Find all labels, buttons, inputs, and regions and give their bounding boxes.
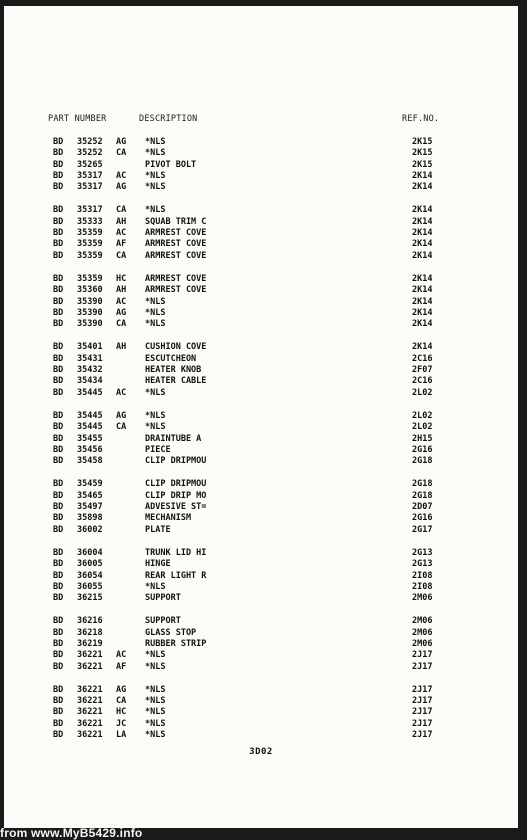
header-part-number: PART NUMBER (48, 114, 107, 124)
ref-number: 2L02 (412, 387, 433, 398)
part-prefix: BD (53, 285, 64, 296)
ref-number: 2H15 (412, 433, 433, 444)
table-row (4, 593, 518, 604)
part-prefix: BD (53, 490, 64, 501)
part-description: PIECE (145, 444, 171, 455)
parts-group (4, 479, 518, 535)
part-number: 36218 (77, 627, 103, 638)
table-row (4, 696, 518, 707)
ref-number: 2G17 (412, 524, 433, 535)
part-description: SUPPORT (145, 616, 181, 627)
part-suffix: CA (116, 696, 127, 707)
part-number: 35465 (77, 490, 103, 501)
part-number: 35252 (77, 148, 103, 159)
header-ref-no: REF.NO. (402, 114, 440, 124)
ref-number: 2M06 (412, 616, 433, 627)
part-suffix: AC (116, 170, 127, 181)
table-row (4, 239, 518, 250)
part-suffix: HC (116, 707, 127, 718)
part-description: *NLS (145, 422, 166, 433)
part-description: *NLS (145, 307, 166, 318)
part-number: 36221 (77, 707, 103, 718)
part-suffix: AG (116, 307, 127, 318)
part-suffix: AC (116, 296, 127, 307)
part-description: *NLS (145, 319, 166, 330)
table-row (4, 582, 518, 593)
part-number: 35359 (77, 273, 103, 284)
part-description: ARMREST COVE (145, 250, 207, 261)
table-row (4, 342, 518, 353)
part-number: 35390 (77, 296, 103, 307)
part-number: 36004 (77, 547, 103, 558)
part-description: PLATE (145, 524, 171, 535)
table-row (4, 456, 518, 467)
part-prefix: BD (53, 559, 64, 570)
ref-number: 2I08 (412, 581, 433, 592)
ref-number: 2D07 (412, 502, 433, 513)
part-description: ESCUTCHEON (145, 353, 197, 364)
part-description: ARMREST COVE (145, 273, 207, 284)
part-description: HEATER CABLE (145, 376, 207, 387)
part-description: ARMREST COVE (145, 239, 207, 250)
part-suffix: AC (116, 387, 127, 398)
parts-group (4, 137, 518, 193)
part-description: *NLS (145, 205, 166, 216)
ref-number: 2K14 (412, 273, 433, 284)
part-description: CLIP DRIPMOU (145, 479, 207, 490)
ref-number: 2G16 (412, 513, 433, 524)
ref-number: 2K14 (412, 205, 433, 216)
part-prefix: BD (53, 342, 64, 353)
part-number: 36215 (77, 593, 103, 604)
part-number: 36002 (77, 524, 103, 535)
part-description: TRUNK LID HI (145, 547, 207, 558)
part-prefix: BD (53, 696, 64, 707)
part-number: 36221 (77, 730, 103, 741)
part-description: CUSHION COVE (145, 342, 207, 353)
part-number: 35359 (77, 250, 103, 261)
part-description: *NLS (145, 296, 166, 307)
ref-number: 2C16 (412, 353, 433, 364)
part-suffix: AG (116, 684, 127, 695)
part-number: 35898 (77, 513, 103, 524)
ref-number: 2K14 (412, 342, 433, 353)
part-description: REAR LIGHT R (145, 570, 207, 581)
part-number: 36055 (77, 581, 103, 592)
part-prefix: BD (53, 228, 64, 239)
part-prefix: BD (53, 433, 64, 444)
part-description: ARMREST COVE (145, 228, 207, 239)
table-row (4, 559, 518, 570)
part-description: MECHANISM (145, 513, 192, 524)
part-suffix: JC (116, 718, 127, 729)
part-prefix: BD (53, 137, 64, 147)
ref-number: 2L02 (412, 422, 433, 433)
part-description: HINGE (145, 559, 171, 570)
part-prefix: BD (53, 159, 64, 170)
part-number: 35458 (77, 456, 103, 467)
part-prefix: BD (53, 353, 64, 364)
part-description: CLIP DRIPMOU (145, 456, 207, 467)
table-row (4, 297, 518, 308)
part-suffix: AF (116, 661, 127, 672)
table-row (4, 171, 518, 182)
part-number: 35265 (77, 159, 103, 170)
part-prefix: BD (53, 581, 64, 592)
part-number: 36221 (77, 661, 103, 672)
part-number: 35359 (77, 239, 103, 250)
ref-number: 2J17 (412, 650, 433, 661)
table-row (4, 182, 518, 193)
ref-number: 2M06 (412, 593, 433, 604)
table-row (4, 434, 518, 445)
table-row (4, 650, 518, 661)
table-row (4, 205, 518, 216)
part-prefix: BD (53, 707, 64, 718)
table-row (4, 525, 518, 536)
part-suffix: AF (116, 239, 127, 250)
table-row (4, 251, 518, 262)
part-description: RUBBER STRIP (145, 638, 207, 649)
part-prefix: BD (53, 638, 64, 649)
ref-number: 2I08 (412, 570, 433, 581)
ref-number: 2K14 (412, 296, 433, 307)
part-prefix: BD (53, 547, 64, 558)
ref-number: 2J17 (412, 684, 433, 695)
table-row (4, 479, 518, 490)
ref-number: 2K15 (412, 148, 433, 159)
table-row (4, 137, 518, 148)
part-number: 36221 (77, 684, 103, 695)
ref-number: 2M06 (412, 627, 433, 638)
ref-number: 2K14 (412, 182, 433, 193)
table-row (4, 571, 518, 582)
table-row (4, 217, 518, 228)
part-prefix: BD (53, 422, 64, 433)
ref-number: 2K14 (412, 170, 433, 181)
part-suffix: AG (116, 182, 127, 193)
part-prefix: BD (53, 216, 64, 227)
part-description: PIVOT BOLT (145, 159, 197, 170)
table-row (4, 719, 518, 730)
page-number: 3D02 (249, 747, 273, 757)
part-suffix: CA (116, 205, 127, 216)
table-row (4, 354, 518, 365)
part-description: GLASS STOP (145, 627, 197, 638)
part-prefix: BD (53, 296, 64, 307)
table-row (4, 308, 518, 319)
part-number: 36221 (77, 650, 103, 661)
part-prefix: BD (53, 718, 64, 729)
part-prefix: BD (53, 376, 64, 387)
part-number: 35333 (77, 216, 103, 227)
part-number: 35431 (77, 353, 103, 364)
parts-group (4, 685, 518, 741)
part-description: *NLS (145, 182, 166, 193)
parts-group (4, 616, 518, 672)
part-prefix: BD (53, 250, 64, 261)
part-description: *NLS (145, 148, 166, 159)
part-number: 35360 (77, 285, 103, 296)
parts-group (4, 205, 518, 261)
ref-number: 2K15 (412, 159, 433, 170)
ref-number: 2K14 (412, 285, 433, 296)
table-row (4, 285, 518, 296)
table-row (4, 707, 518, 718)
part-description: *NLS (145, 684, 166, 695)
part-number: 36221 (77, 718, 103, 729)
ref-number: 2J17 (412, 707, 433, 718)
document-page (4, 6, 518, 828)
part-prefix: BD (53, 730, 64, 741)
part-prefix: BD (53, 307, 64, 318)
table-row (4, 491, 518, 502)
part-description: DRAINTUBE A (145, 433, 202, 444)
ref-number: 2G18 (412, 479, 433, 490)
part-number: 35317 (77, 182, 103, 193)
part-description: *NLS (145, 696, 166, 707)
part-prefix: BD (53, 205, 64, 216)
ref-number: 2L02 (412, 410, 433, 421)
part-description: *NLS (145, 730, 166, 741)
part-number: 36216 (77, 616, 103, 627)
part-number: 35317 (77, 205, 103, 216)
table-row (4, 274, 518, 285)
part-suffix: AC (116, 650, 127, 661)
part-description: SUPPORT (145, 593, 181, 604)
part-number: 35455 (77, 433, 103, 444)
ref-number: 2G13 (412, 547, 433, 558)
part-prefix: BD (53, 479, 64, 490)
table-row (4, 422, 518, 433)
part-description: ADVESIVE ST= (145, 502, 207, 513)
part-description: *NLS (145, 137, 166, 147)
header-description: DESCRIPTION (139, 114, 198, 124)
source-footer: from www.MyB5429.info (0, 826, 143, 840)
part-number: 35390 (77, 319, 103, 330)
table-row (4, 616, 518, 627)
table-row (4, 319, 518, 330)
part-number: 35359 (77, 228, 103, 239)
table-row (4, 628, 518, 639)
part-number: 36005 (77, 559, 103, 570)
part-prefix: BD (53, 410, 64, 421)
part-number: 35401 (77, 342, 103, 353)
part-prefix: BD (53, 627, 64, 638)
part-suffix: AG (116, 410, 127, 421)
part-description: *NLS (145, 707, 166, 718)
part-description: *NLS (145, 581, 166, 592)
table-row (4, 388, 518, 399)
table-row (4, 548, 518, 559)
ref-number: 2K14 (412, 228, 433, 239)
part-suffix: AC (116, 228, 127, 239)
part-prefix: BD (53, 182, 64, 193)
ref-number: 2G16 (412, 444, 433, 455)
part-description: *NLS (145, 387, 166, 398)
part-description: *NLS (145, 410, 166, 421)
table-row (4, 376, 518, 387)
part-prefix: BD (53, 684, 64, 695)
part-suffix: AH (116, 285, 127, 296)
ref-number: 2G13 (412, 559, 433, 570)
part-number: 35445 (77, 422, 103, 433)
part-description: CLIP DRIP MO (145, 490, 207, 501)
table-row (4, 365, 518, 376)
part-suffix: CA (116, 148, 127, 159)
part-suffix: HC (116, 273, 127, 284)
part-suffix: CA (116, 422, 127, 433)
part-number: 36054 (77, 570, 103, 581)
part-number: 35434 (77, 376, 103, 387)
part-prefix: BD (53, 570, 64, 581)
ref-number: 2J17 (412, 730, 433, 741)
parts-group (4, 411, 518, 467)
part-prefix: BD (53, 273, 64, 284)
table-row (4, 502, 518, 513)
part-suffix: AG (116, 137, 127, 147)
ref-number: 2G18 (412, 456, 433, 467)
part-prefix: BD (53, 148, 64, 159)
part-prefix: BD (53, 365, 64, 376)
part-prefix: BD (53, 239, 64, 250)
parts-list (4, 137, 518, 753)
part-number: 35456 (77, 444, 103, 455)
part-suffix: AH (116, 342, 127, 353)
part-number: 35497 (77, 502, 103, 513)
part-suffix: LA (116, 730, 127, 741)
part-prefix: BD (53, 593, 64, 604)
part-suffix: CA (116, 250, 127, 261)
part-suffix: CA (116, 319, 127, 330)
ref-number: 2J17 (412, 661, 433, 672)
ref-number: 2K14 (412, 307, 433, 318)
ref-number: 2J17 (412, 696, 433, 707)
part-description: SQUAB TRIM C (145, 216, 207, 227)
parts-group (4, 342, 518, 398)
part-number: 35445 (77, 410, 103, 421)
part-prefix: BD (53, 524, 64, 535)
table-row (4, 513, 518, 524)
part-description: *NLS (145, 718, 166, 729)
table-row (4, 685, 518, 696)
part-prefix: BD (53, 616, 64, 627)
table-row (4, 445, 518, 456)
part-description: *NLS (145, 170, 166, 181)
part-description: ARMREST COVE (145, 285, 207, 296)
table-row (4, 639, 518, 650)
table-row (4, 148, 518, 159)
ref-number: 2K14 (412, 319, 433, 330)
ref-number: 2G18 (412, 490, 433, 501)
part-number: 36221 (77, 696, 103, 707)
part-number: 35252 (77, 137, 103, 147)
part-prefix: BD (53, 319, 64, 330)
ref-number: 2J17 (412, 718, 433, 729)
ref-number: 2F07 (412, 365, 433, 376)
ref-number: 2K15 (412, 137, 433, 147)
parts-group (4, 274, 518, 330)
table-row (4, 662, 518, 673)
part-number: 36219 (77, 638, 103, 649)
table-row (4, 160, 518, 171)
part-number: 35459 (77, 479, 103, 490)
ref-number: 2K14 (412, 250, 433, 261)
part-prefix: BD (53, 456, 64, 467)
part-prefix: BD (53, 502, 64, 513)
parts-group (4, 548, 518, 604)
part-prefix: BD (53, 513, 64, 524)
ref-number: 2M06 (412, 638, 433, 649)
table-row (4, 411, 518, 422)
part-number: 35432 (77, 365, 103, 376)
part-prefix: BD (53, 387, 64, 398)
table-row (4, 228, 518, 239)
part-prefix: BD (53, 650, 64, 661)
part-prefix: BD (53, 661, 64, 672)
part-suffix: AH (116, 216, 127, 227)
table-row (4, 730, 518, 741)
part-description: HEATER KNOB (145, 365, 202, 376)
part-description: *NLS (145, 661, 166, 672)
ref-number: 2K14 (412, 216, 433, 227)
part-number: 35445 (77, 387, 103, 398)
ref-number: 2K14 (412, 239, 433, 250)
part-prefix: BD (53, 170, 64, 181)
part-description: *NLS (145, 650, 166, 661)
part-number: 35390 (77, 307, 103, 318)
ref-number: 2C16 (412, 376, 433, 387)
part-number: 35317 (77, 170, 103, 181)
part-prefix: BD (53, 444, 64, 455)
